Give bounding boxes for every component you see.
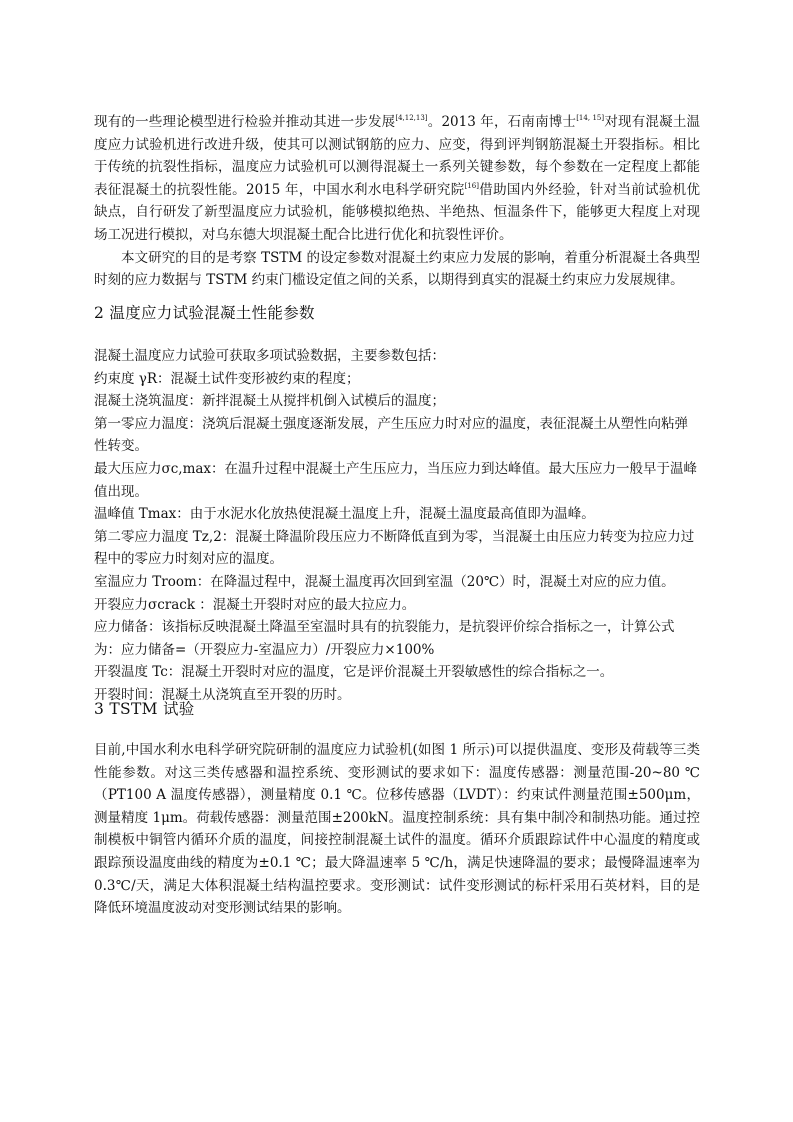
param-max-compressive-stress: 最大压应力σc,max：在温升过程中混凝土产生压应力，当压应力到达峰值。最大压应力一般早于温峰值出现。 xyxy=(94,460,698,500)
section-2-parameter-list xyxy=(94,345,700,707)
param-intro: 混凝土温度应力试验可获取多项试验数据，主要参数包括： xyxy=(94,348,445,364)
param-room-temperature-stress: 室温应力 Troom：在降温过程中，混凝土温度再次回到室温（20℃）时，混凝土对应的应力值。 xyxy=(94,573,675,590)
param-cracking-temperature: 开裂温度 Tc：混凝土开裂时对应的温度，它是评价混凝土开裂敏感性的综合指标之一。 xyxy=(94,664,614,681)
intro-text-b: 。2013 年，石南南博士 xyxy=(427,114,577,130)
param-restraint-degree: 约束度 γR：混凝土试件变形被约束的程度； xyxy=(94,370,360,387)
section-3-body xyxy=(94,739,700,920)
citation-16: [16] xyxy=(464,181,479,190)
param-cracking-stress: 开裂应力σcrack ：混凝土开裂时对应的最大拉应力。 xyxy=(94,596,416,613)
intro-text-d: 借助国内外经验，针对当前试验机优缺点，自行研发了新型温度应力试验机，能够模拟绝热、半绝热、恒温条件下，能够更大程度上对现场工况进行模拟，对乌东德大坝混凝土配合比进行优化和抗裂性评价。 xyxy=(94,181,700,243)
citation-4-12-13: [4,12,13] xyxy=(395,114,428,122)
intro-text-c: 对现有混凝土温度应力试验机进行改进升级，使其可以测试钢筋的应力、应变，得到评判钢筋混凝土开裂指标。相比于传统的抗裂性指标，温度应力试验机可以测得混凝土一系列关键参数，每个参数在一定程度上都能表征混凝土的抗裂性能。2015 年，中国水利水电科学研究院 xyxy=(94,114,701,198)
intro-paragraph-1 xyxy=(94,111,700,247)
section-3-heading: 3 TSTM 试验 xyxy=(94,700,195,718)
intro-paragraph-2: 本文研究的目的是考察 TSTM 的设定参数对混凝土约束应力发展的影响，着重分析混凝土各典型时刻的应力数据与 TSTM 约束门槛设定值之间的关系，以期得到真实的混凝土约束应力发展规律。 xyxy=(94,249,700,289)
section-2-heading: 2 温度应力试验混凝土性能参数 xyxy=(94,304,315,322)
param-second-zero-stress-temperature: 第二零应力温度 Tz,2：混凝土降温阶段压应力不断降低直到为零，当混凝土由压应力转变为拉应力过程中的零应力时刻对应的温度。 xyxy=(94,528,695,568)
intro-text-a: 现有的一些理论模型进行检验并推动其进一步发展 xyxy=(94,114,396,130)
section-3-paragraph: 目前,中国水利水电科学研究院研制的温度应力试验机(如图 1 所示)可以提供温度、变形及荷载等三类性能参数。对这三类传感器和温控系统、变形测试的要求如下：温度传感器：测量范围-20~80 ℃（PT100 A 温度传感器），测量精度 0.1 ℃。位移传感器（LVDT）：约束试件测量范围±500μm，测量精度 1μm。荷载传感器：测量范围±200kN。温度控制系统：具有集中制冷和制热功能。通过控制模板中铜管内循环介质的温度，间接控制混凝土试件的温度。循环介质跟踪试件中心温度的精度或跟踪预设温度曲线的精度为±0.1 ℃；最大降温速率 5 ℃/h，满足快速降温的要求；最慢降温速率为 0.3℃/天，满足大体积混凝土结构温控要求。变形测试：试件变形测试的标杆采用石英材料，目的是降低环境温度波动对变形测试结果的影响。 xyxy=(94,742,700,917)
param-cracking-time: 开裂时间：混凝土从浇筑直至开裂的历时。 xyxy=(94,686,351,703)
param-casting-temperature: 混凝土浇筑温度：新拌混凝土从搅拌机倒入试模后的温度； xyxy=(94,393,445,410)
param-peak-temperature: 温峰值 Tmax：由于水泥水化放热使混凝土温度上升，混凝土温度最高值即为温峰。 xyxy=(94,506,595,523)
param-stress-reserve: 应力储备：该指标反映混凝土降温至室温时具有的抗裂能力，是抗裂评价综合指标之一，计算公式为：应力储备=（开裂应力-室温应力）/开裂应力×100% xyxy=(94,619,675,658)
citation-14-15: [14, 15] xyxy=(576,114,605,122)
intro-section xyxy=(94,111,700,292)
param-first-zero-stress-temperature: 第一零应力温度：浇筑后混凝土强度逐渐发展，产生压应力时对应的温度，表征混凝土从塑性向粘弹性转变。 xyxy=(94,415,688,455)
